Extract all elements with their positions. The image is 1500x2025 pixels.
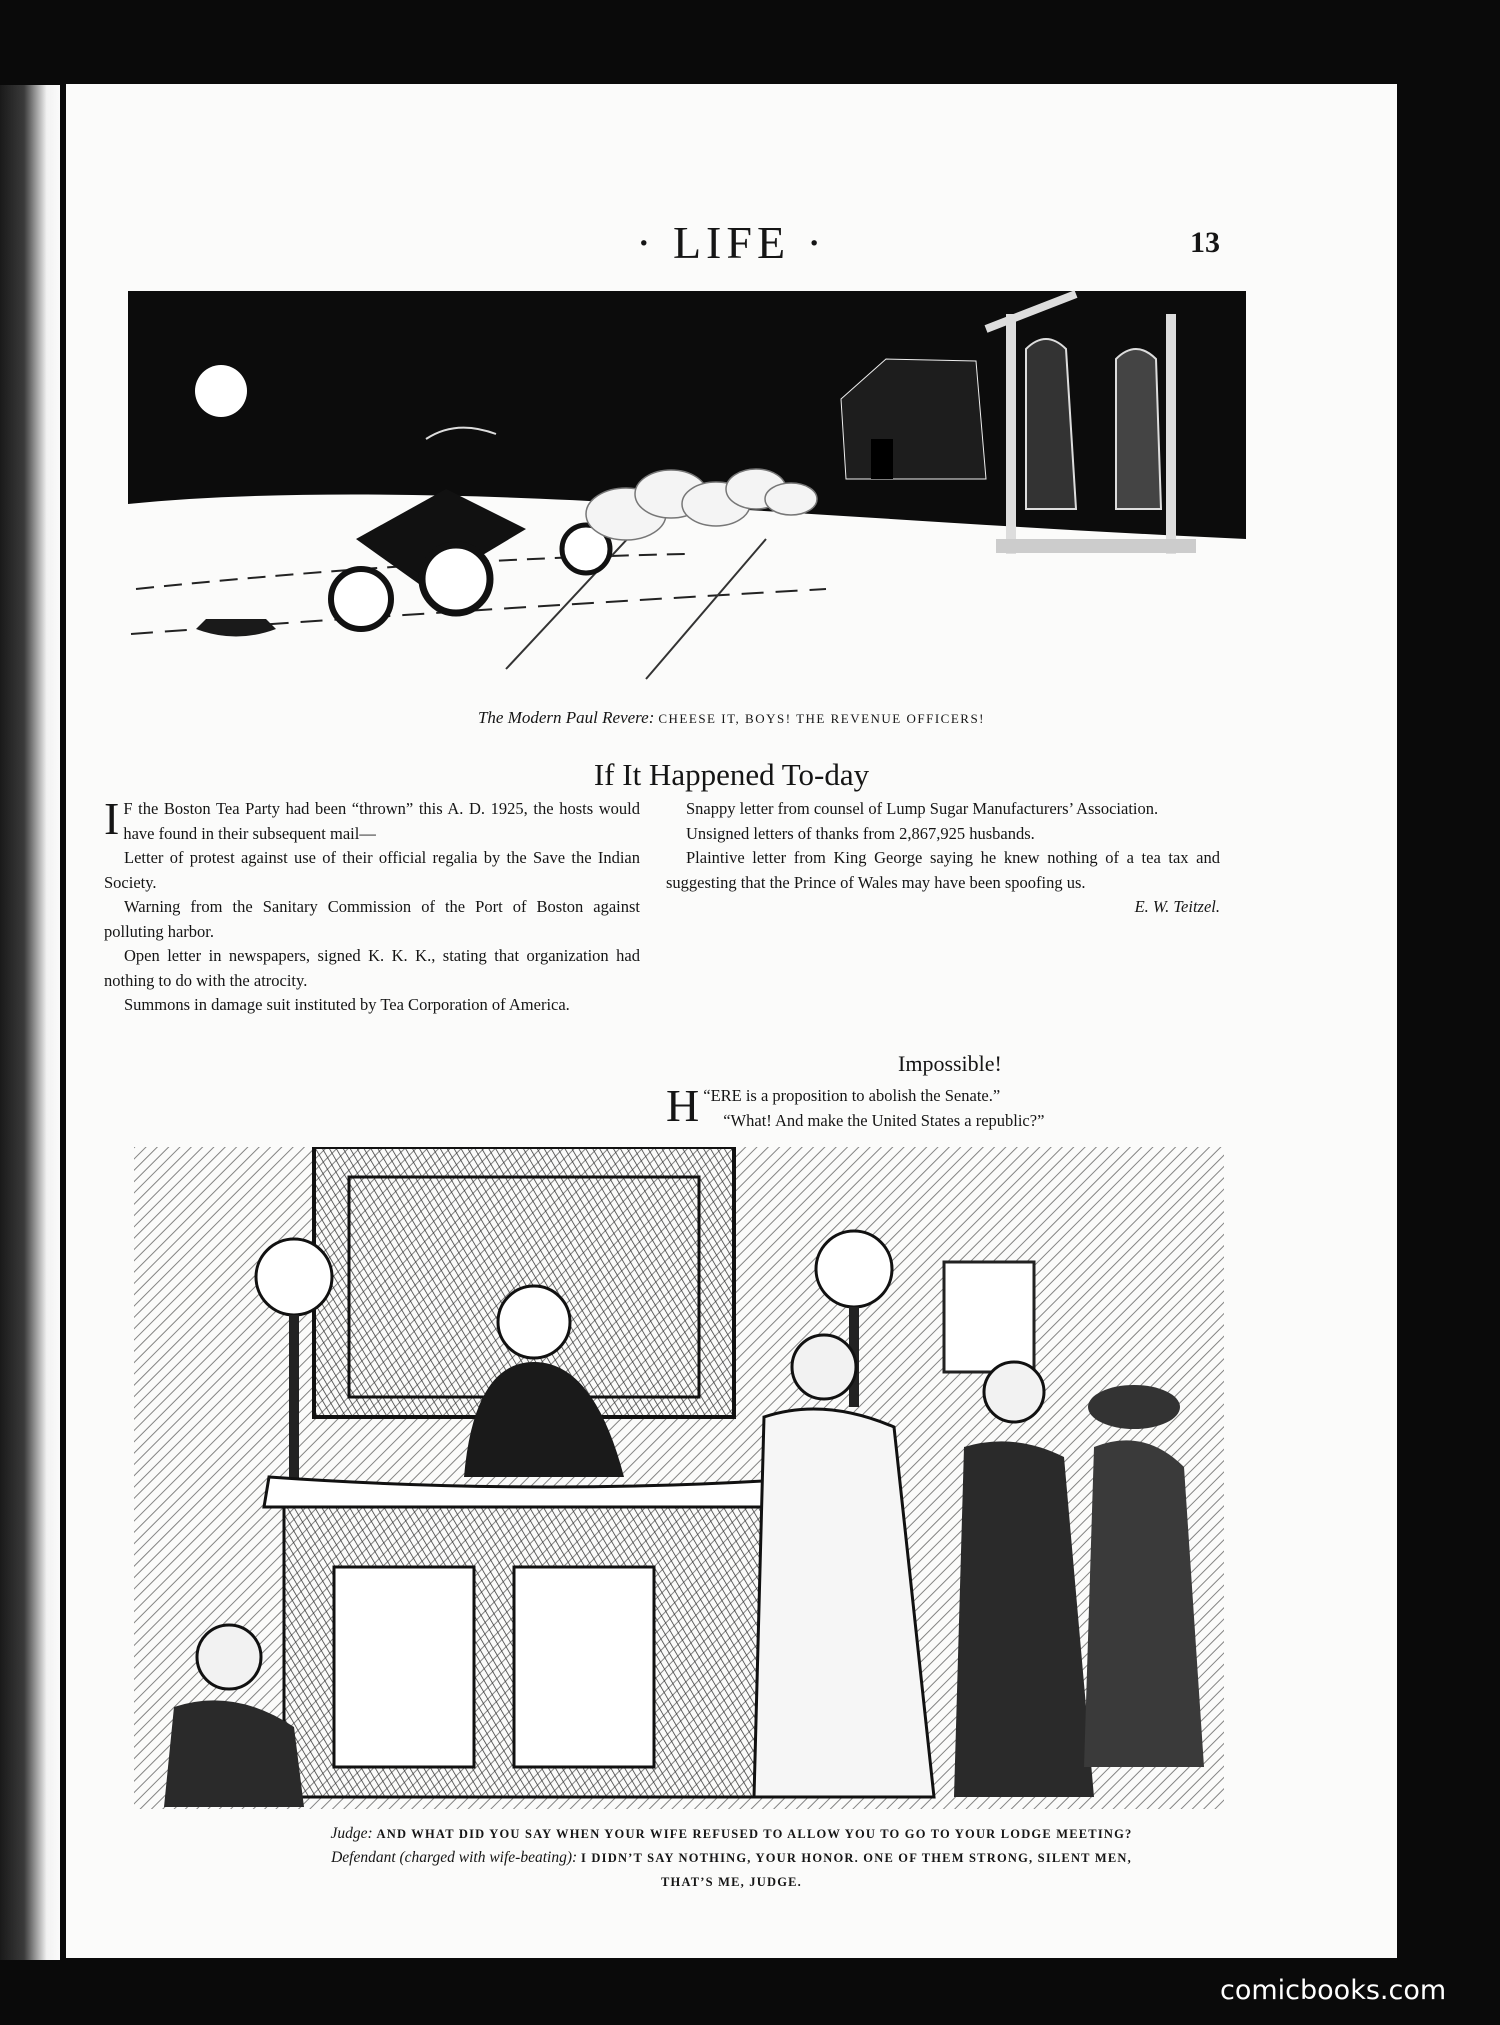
article-para-1: I F the Boston Tea Party had been “thrown” this A. D. 1925, the hosts would have found in their subsequent mail— [104,793,640,844]
watermark: comicbooks.com [1220,1975,1447,2006]
impossible-line-2: “What! And make the United States a republic?” [723,1110,1045,1130]
paul-revere-cartoon [126,289,1266,689]
article-para-6: Snappy letter from counsel of Lump Sugar Manufacturers’ Association. [686,799,1159,818]
article-para-3: Warning from the Sanitary Commission of the Port of Boston against polluting harbor. [104,897,640,941]
magazine-page [66,84,1397,1958]
page-number: 13 [1190,226,1220,259]
article-right-column [666,797,1220,920]
impossible-title: Impossible! [898,1051,1002,1076]
article-para-7: Unsigned letters of thanks from 2,867,925 husbands. [686,823,1035,843]
defendant-label: Defendant (charged with wife-beating): [331,1849,578,1866]
article-left-column [104,793,640,1018]
impossible-line-1: ERE is a proposition to abolish the Senate.” [710,1086,1001,1105]
drop-cap: I [104,793,120,844]
article-para-5: Summons in damage suit instituted by Tea Corporation of America. [124,995,570,1014]
judge-label: Judge: [330,1825,373,1842]
previous-page-edge [0,85,60,1960]
caption-text: CHEESE IT, BOYS! THE REVENUE OFFICERS! [658,711,986,726]
article-para-4: Open letter in newspapers, signed K. K. K., stating that organization had nothing to do with the atrocity. [104,946,640,990]
paul-revere-caption [66,708,1397,728]
impossible-text: “ H ERE is a proposition to abolish the Senate.” “What! And make the United States a republic?” [666,1084,1220,1133]
article-title: If It Happened To-day [593,757,870,792]
article-para-8: Plaintive letter from King George saying he knew nothing of a tea tax and suggesting that the Prince of Wales may have been spoofing us. [666,848,1220,892]
magazine-title: · LIFE · [636,217,827,268]
defendant-text: I DIDN’T SAY NOTHING, YOUR HONOR. ONE OF THEM STRONG, SILENT MEN, [581,1851,1132,1865]
defendant-text-2: THAT’S ME, JUDGE. [660,1875,802,1889]
caption-label: The Modern Paul Revere: [477,708,655,727]
courtroom-cartoon [134,1147,1224,1809]
article-author: E. W. Teitzel. [1134,897,1220,916]
drop-cap-h: H [666,1080,700,1131]
courtroom-caption [66,1822,1397,1894]
article-para-2: Letter of protest against use of their official regalia by the Save the Indian Society. [104,848,640,892]
judge-text: AND WHAT DID YOU SAY WHEN YOUR WIFE REFUSED TO ALLOW YOU TO GO TO YOUR LODGE MEETING? [376,1827,1133,1841]
